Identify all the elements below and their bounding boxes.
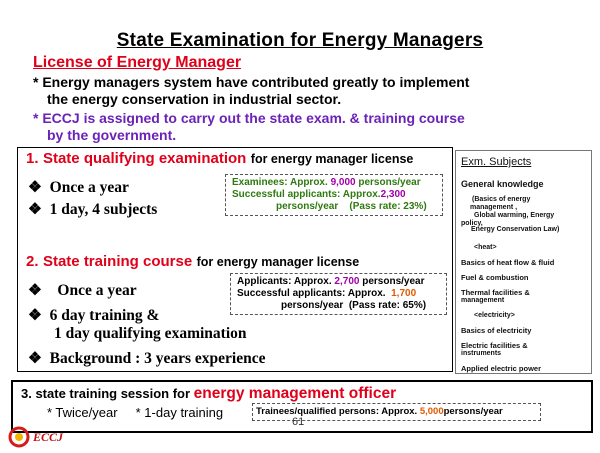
license-heading: License of Energy Manager	[33, 54, 242, 71]
electricity-item-3: instruments	[461, 350, 502, 357]
successful-unit: persons/year	[281, 300, 344, 311]
section3-heading	[21, 385, 396, 403]
section2-applicants	[237, 276, 440, 288]
section2-pass	[237, 300, 440, 312]
diamond-bullet-icon: ❖	[28, 179, 42, 196]
intro-bullet-1-line1: * Energy managers system have contributed greatly to implement	[33, 74, 470, 90]
section1-successful	[232, 189, 436, 201]
section1-item-1	[28, 178, 129, 197]
section2-successful	[237, 288, 440, 300]
section2-item-1	[28, 281, 137, 300]
section2-item-1-text: Once a year	[57, 282, 137, 299]
applicants-unit: persons/year	[362, 276, 425, 287]
heat-item-3: Thermal facilities &	[461, 288, 530, 297]
section1-title: State qualifying examination	[42, 150, 247, 167]
diamond-bullet-icon: ❖	[28, 307, 42, 324]
section2-title-tail: for energy manager license	[196, 255, 360, 269]
heat-item-2: Fuel & combustion	[461, 273, 529, 282]
section3-item-1: * Twice/year	[47, 405, 118, 420]
subjects-heading: Exm. Subjects	[461, 156, 532, 168]
electricity-item-2: Electric facilities &	[461, 341, 528, 350]
exam-subjects-box	[455, 150, 592, 374]
section3-items	[47, 405, 223, 420]
section2-item-2-cont: 1 day qualifying examination	[54, 325, 247, 342]
examinees-label: Examinees: Approx.	[232, 177, 328, 188]
heat-item-4: management	[461, 297, 505, 304]
pass-rate: (Pass rate: 23%)	[349, 201, 427, 212]
intro-bullet-2-line2: by the government.	[47, 127, 177, 143]
section3-item-2: * 1-day training	[135, 405, 224, 420]
general-detail-1: (Basics of energy	[472, 196, 531, 203]
section1-item-2-text: 1 day, 4 subjects	[49, 201, 158, 218]
successful-value: 2,300	[380, 189, 406, 200]
diamond-bullet-icon: ❖	[28, 350, 42, 367]
section1-heading	[26, 150, 413, 168]
trainees-value: 5,000	[419, 406, 444, 417]
general-detail-3: Global warming, Energy	[474, 212, 555, 219]
electricity-tag: <electricity>	[474, 312, 515, 319]
eccj-logo-text: ECCJ	[33, 430, 64, 444]
section2-heading	[26, 253, 359, 271]
intro-bullet-2-line1: * ECCJ is assigned to carry out the state exam. & training course	[33, 110, 465, 126]
heat-tag: <heat>	[474, 244, 497, 251]
section2-item-3	[28, 349, 265, 368]
successful-unit: persons/year	[276, 201, 339, 212]
section1-pass	[232, 201, 436, 213]
electricity-item-4: Applied electric power	[461, 364, 542, 373]
applicants-value: 2,700	[334, 276, 360, 287]
subject-general: General knowledge	[461, 179, 544, 189]
section2-stats-box	[230, 273, 447, 315]
intro-bullet-1-line2: the energy conservation in industrial sector.	[47, 91, 342, 107]
successful-label: Successful applicants: Approx.	[237, 288, 386, 299]
section1-item-1-text: Once a year	[49, 179, 129, 196]
trainees-label: Trainees/qualified persons: Approx.	[256, 406, 418, 417]
page-number: 61	[292, 416, 305, 428]
applicants-label: Applicants: Approx.	[237, 276, 332, 287]
diamond-bullet-icon: ❖	[28, 282, 42, 299]
heat-item-1: Basics of heat flow & fluid	[461, 258, 555, 267]
general-detail-2: management ,	[470, 204, 518, 211]
section1-number: 1.	[26, 150, 39, 167]
section1-item-2	[28, 200, 157, 219]
section2-item-2	[28, 306, 159, 325]
pass-rate: (Pass rate: 65%)	[348, 300, 427, 311]
section1-title-tail: for energy manager license	[250, 152, 414, 166]
electricity-item-1: Basics of electricity	[461, 326, 532, 335]
section3-title-red: energy management officer	[193, 385, 397, 402]
successful-value: 1,700	[391, 288, 417, 299]
general-detail-5: Energy Conservation Law)	[471, 226, 560, 233]
section2-number: 2.	[26, 253, 39, 270]
examinees-value: 9,000	[330, 177, 356, 188]
successful-label: Successful applicants: Approx.	[232, 189, 381, 200]
general-detail-4: policy,	[461, 220, 483, 227]
section3-title-prefix: 3. state training session for	[21, 386, 191, 401]
section2-title: State training course	[42, 253, 193, 270]
trainees-unit: persons/year	[443, 406, 503, 417]
section1-examinees	[232, 177, 436, 189]
section2-item-2-text: 6 day training &	[49, 307, 160, 324]
examinees-unit: persons/year	[358, 177, 421, 188]
intro-bullet-1	[33, 74, 469, 108]
intro-bullet-2	[33, 110, 465, 144]
diamond-bullet-icon: ❖	[28, 201, 42, 218]
section1-stats-box	[225, 174, 443, 216]
page-title: State Examination for Energy Managers	[116, 30, 484, 51]
eccj-logo-icon	[8, 426, 30, 448]
section2-item-3-text: Background : 3 years experience	[49, 350, 266, 367]
